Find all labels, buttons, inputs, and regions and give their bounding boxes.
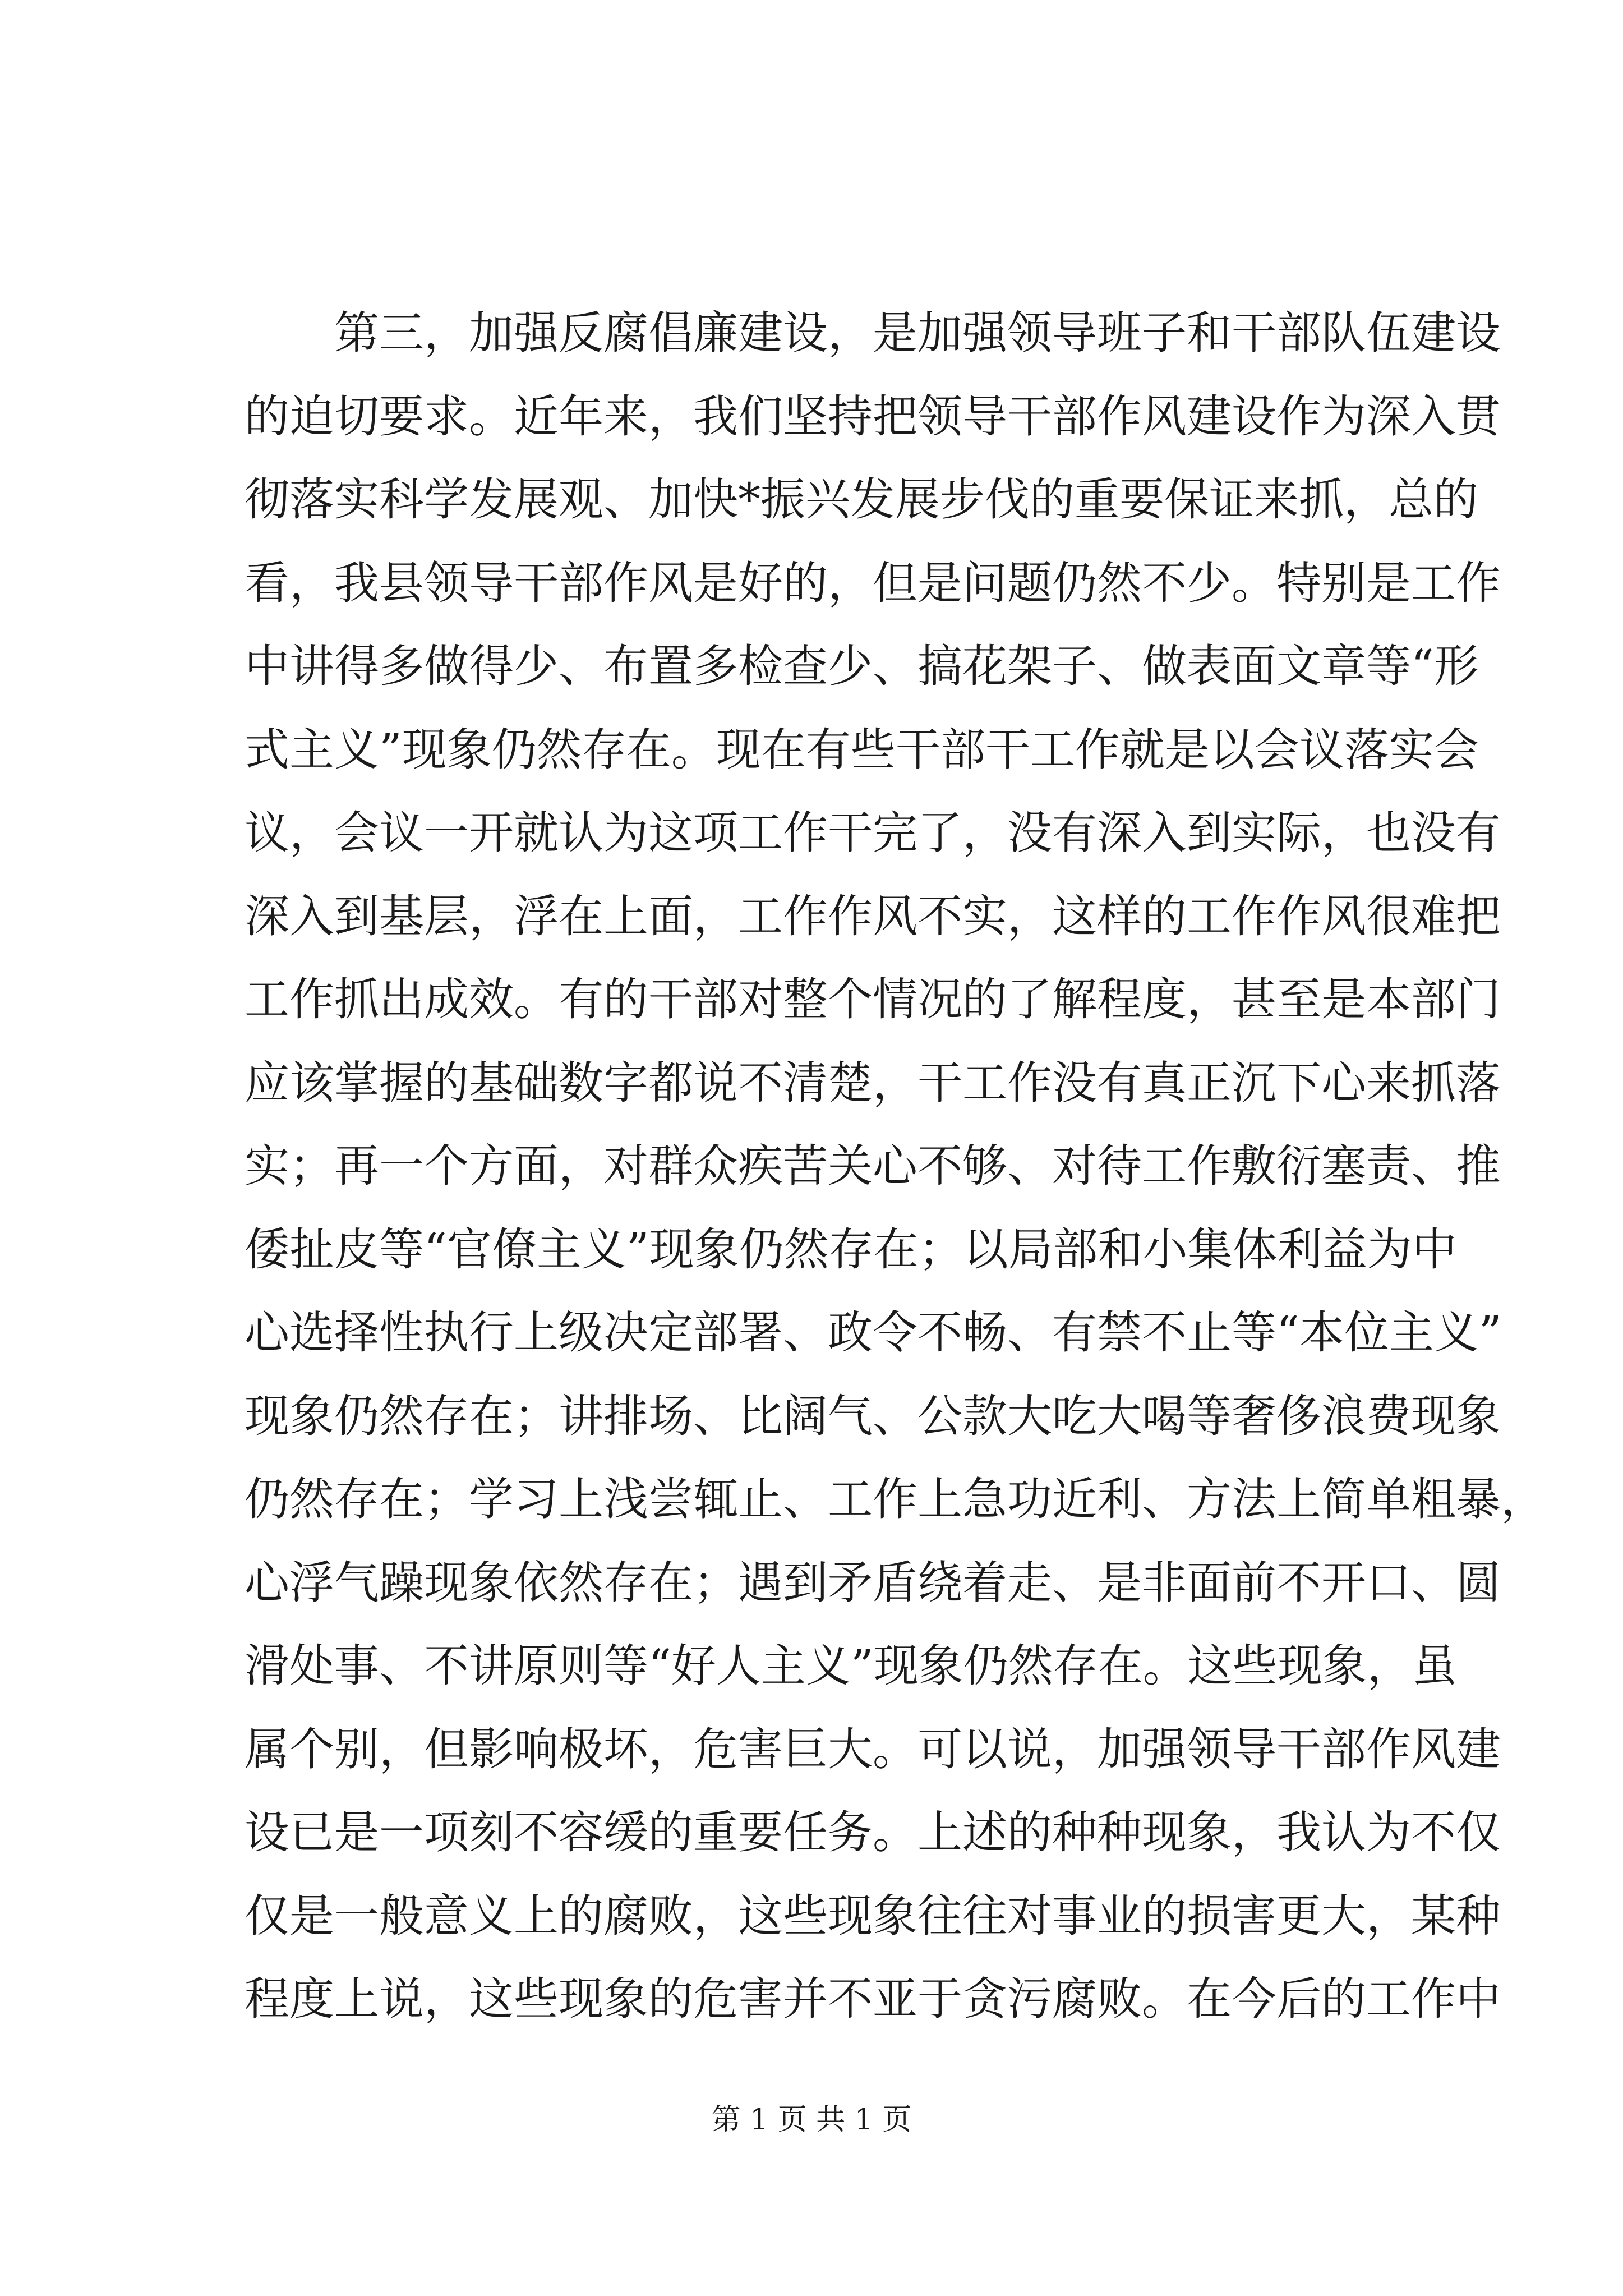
text-line: 心浮气躁现象依然存在；遇到矛盾绕着走、是非面前不开口、圆: [245, 1556, 1501, 1609]
text-line: 看，我县领导干部作风是好的，但是问题仍然不少。特别是工作: [245, 556, 1501, 609]
text-line: 实；再一个方面，对群众疾苦关心不够、对待工作敷衍塞责、推: [245, 1140, 1501, 1192]
text-line: 设已是一项刻不容缓的重要任务。上述的种种现象，我认为不仅: [245, 1806, 1501, 1858]
text-line: 式主义”现象仍然存在。现在有些干部干工作就是以会议落实会: [245, 723, 1479, 776]
text-line: 彻落实科学发展观、加快*振兴发展步伐的重要保证来抓，总的: [245, 473, 1478, 526]
text-line: 心选择性执行上级决定部署、政令不畅、有禁不止等“本位主义”: [245, 1306, 1502, 1359]
text-line: 工作抓出成效。有的干部对整个情况的了解程度，甚至是本部门: [245, 973, 1501, 1025]
text-line: 仅是一般意义上的腐败，这些现象往往对事业的损害更大，某种: [245, 1889, 1501, 1942]
text-line: 程度上说，这些现象的危害并不亚于贪污腐败。在今后的工作中: [245, 1973, 1501, 2025]
text-line: 议，会议一开就认为这项工作干完了，没有深入到实际，也没有: [245, 807, 1501, 859]
text-line: 中讲得多做得少、布置多检查少、搞花架子、做表面文章等“形: [245, 640, 1479, 692]
text-line: 倭扯皮等“官僚主义”现象仍然存在；以局部和小集体利益为中: [245, 1223, 1457, 1276]
text-line: 的迫切要求。近年来，我们坚持把领导干部作风建设作为深入贯: [245, 390, 1501, 443]
text-line: 深入到基层，浮在上面，工作作风不实，这样的工作作风很难把: [245, 890, 1501, 942]
text-line: 滑处事、不讲原则等“好人主义”现象仍然存在。这些现象，虽: [245, 1640, 1457, 1692]
text-line: 仍然存在；学习上浅尝辄止、工作上急功近利、方法上简单粗暴，: [245, 1473, 1546, 1525]
page-number-footer: 第 1 页 共 1 页: [711, 2103, 912, 2137]
text-line: 第三，加强反腐倡廉建设，是加强领导班子和干部队伍建设: [334, 307, 1501, 359]
text-line: 应该掌握的基础数字都说不清楚，干工作没有真正沉下心来抓落: [245, 1056, 1501, 1109]
text-line: 属个别，但影响极坏，危害巨大。可以说，加强领导干部作风建: [245, 1723, 1501, 1775]
text-line: 现象仍然存在；讲排场、比阔气、公款大吃大喝等奢侈浪费现象: [245, 1389, 1501, 1442]
